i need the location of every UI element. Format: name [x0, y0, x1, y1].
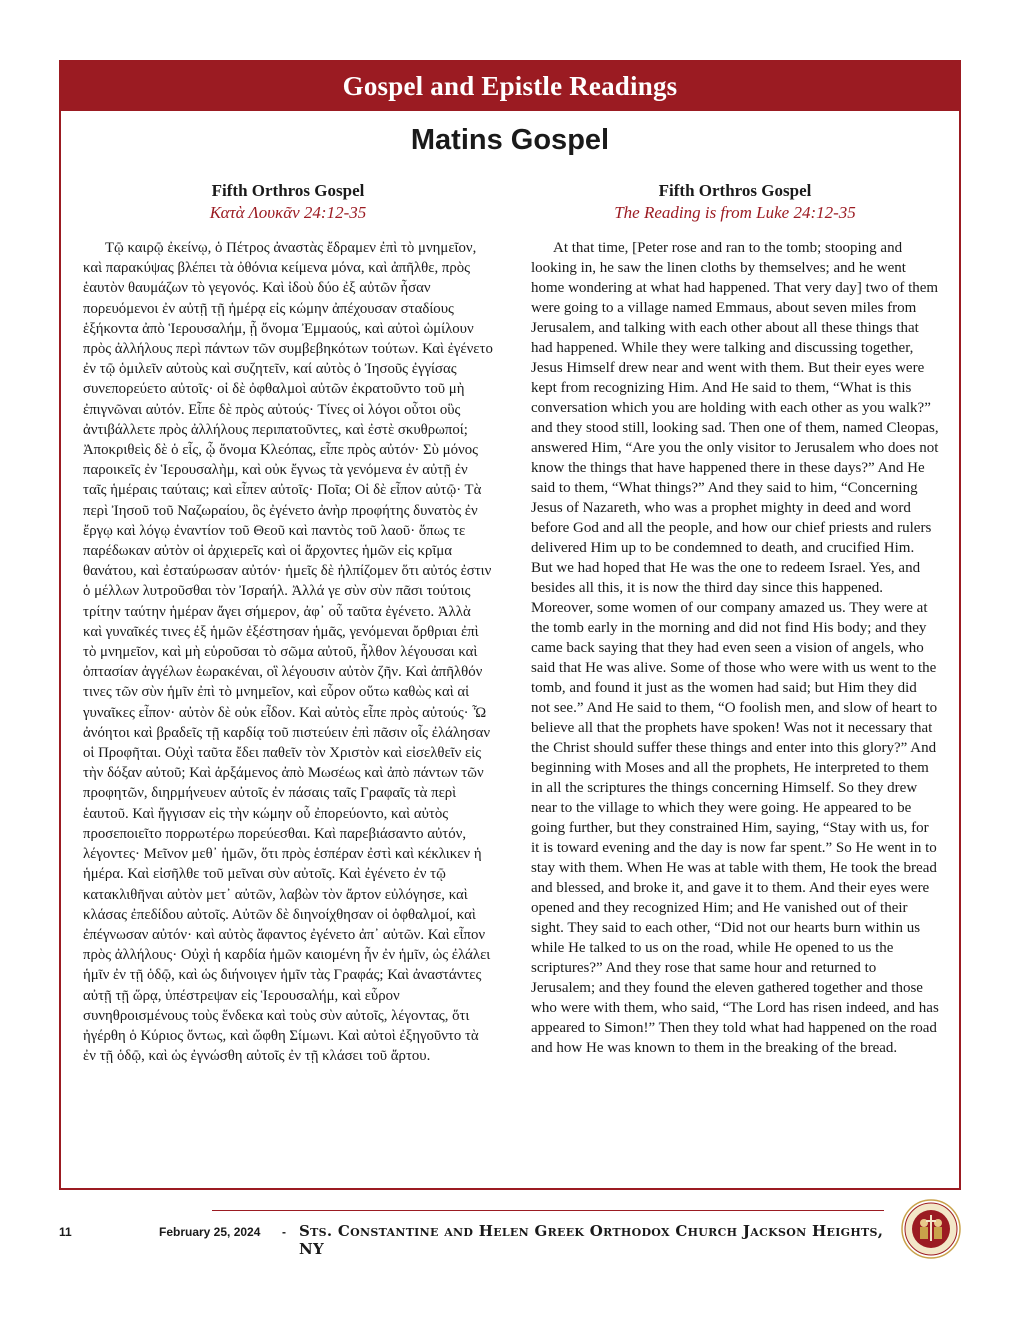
- english-column: [531, 180, 939, 1058]
- greek-column-heading: Fifth Orthros Gospel: [211, 181, 365, 200]
- banner-title: Gospel and Epistle Readings: [61, 62, 959, 111]
- footer-separator: -: [282, 1225, 286, 1239]
- english-column-reference: The Reading is from Luke 24:12-35: [614, 203, 856, 222]
- page-footer: [59, 1222, 889, 1258]
- readings-frame: [59, 60, 961, 1190]
- church-seal-icon: [901, 1199, 961, 1259]
- footer-divider: [212, 1210, 884, 1211]
- greek-column-reference: Κατὰ Λουκᾶν 24:12-35: [209, 203, 367, 222]
- footer-date: February 25, 2024: [159, 1225, 261, 1239]
- english-gospel-text: At that time, [Peter rose and ran to the tomb; stooping and looking in, he saw the linen cloths by themselves; and he went home wondering at what had happened. That very day] two of them were going to a village named Emmaus, about seven miles from Jerusalem, and talking with each other about all these things that had happened. While they were talking and discussing together, Jesus Himself drew near and went with them. But their eyes were kept from recognizing Him. And He said to them, “What is this conversation which you are holding with each other as you walk?” and they stood still, looking sad. Then one of them, named Cleopas, answered Him, “Are you the only visitor to Jerusalem who does not know the things that have happened there in these days?” And He said to them, “What things?” And they said to him, “Concerning Jesus of Nazareth, who was a prophet mighty in deed and word before God and all the people, and how our chief priests and rulers delivered Him up to be condemned to death, and crucified Him. But we had hoped that He was the one to redeem Israel. Yes, and besides all this, it is now the third day since this happened. Moreover, some women of our company amazed us. They were at the tomb early in the morning and did not find His body; and they came back saying that they had even seen a vision of angels, who said that He was alive. Some of those who were with us went to the tomb, and found it just as the women had said; but Him they did not see.” And He said to them, “O foolish men, and slow of heart to believe all that the prophets have spoken! Was not it necessary that the Christ should suffer these things and enter into this glory?” And beginning with Moses and all the prophets, He interpreted to them in all the scriptures the things concerning Himself. So they drew near to the village to which they were going. He appeared to be going further, but they constrained Him, saying, “Stay with us, for it is toward evening and the day is now far spent.” So He went in to stay with them. When He was at table with them, He took the bread and blessed, and broke it, and gave it to them. And their eyes were opened and they recognized Him; and He vanished out of their sight. They said to each other, “Did not our hearts burn within us while He talked to us on the road, while He opened to us the scriptures?” And they rose that same hour and returned to Jerusalem; and they found the eleven gathered together and those who were with them, who said, “The Lord has risen indeed, and has appeared to Simon!” Then they told what had happened on the road and how He was known to them in the breaking of the bread.: [531, 240, 939, 1056]
- page-title: Matins Gospel: [410, 124, 610, 156]
- footer-church-name: Sts. Constantine and Helen Greek Orthodox Church Jackson Heights, NY: [299, 1222, 884, 1258]
- greek-gospel-text: Τῷ καιρῷ ἐκείνῳ, ὁ Πέτρος ἀναστὰς ἔδραμεν ἐπὶ τὸ μνημεῖον, καὶ παρακύψας βλέπει τὰ ὀθόνια κείμενα μόνα, καὶ ἀπῆλθε, πρὸς ἑαυτὸν θαυμάζων τὸ γεγονός. Καὶ ἰδοὺ δύο ἐξ αὐτῶν ἦσαν πορευόμενοι ἐν αὐτῇ τῇ ἡμέρᾳ εἰς κώμην ἀπέχουσαν σταδίους ἑξήκοντα ἀπὸ Ἱερουσαλήμ, ᾗ ὄνομα Ἐμμαούς, καὶ αὐτοὶ ὡμίλουν πρὸς ἀλλήλους περὶ πάντων τῶν συμβεβηκότων τούτων. Καὶ ἐγένετο ἐν τῷ ὁμιλεῖν αὐτοὺς καὶ συζητεῖν, καί αὐτὸς ὁ Ἰησοῦς ἐγγίσας συνεπορεύετο αὐτοῖς· οἱ δὲ ὀφθαλμοὶ αὐτῶν ἐκρατοῦντο τοῦ μὴ ἐπιγνῶναι αὐτόν. Εἶπε δὲ πρὸς αὐτούς· Τίνες οἱ λόγοι οὗτοι οὓς ἀντιβάλλετε πρὸς ἀλλήλους περιπατοῦντες, καὶ ἐστὲ σκυθρωποί; Ἀποκριθεὶς δὲ ὁ εἷς, ᾧ ὄνομα Κλεόπας, εἶπε πρὸς αὐτόν· Σὺ μόνος παροικεῖς ἐν Ἱερουσαλὴμ, καὶ οὐκ ἔγνως τὰ γενόμενα ἐν αὐτῇ ἐν ταῖς ἡμέραις ταύταις; καὶ εἶπεν αὐτοῖς· Ποῖα; Οἱ δὲ εἶπον αὐτῷ· Τὰ περὶ Ἰησοῦ τοῦ Ναζωραίου, ὃς ἐγένετο ἀνὴρ προφήτης δυνατὸς ἐν ἔργῳ καὶ λόγῳ ἐναντίον τοῦ Θεοῦ καὶ παντὸς τοῦ λαοῦ· ὅπως τε παρέδωκαν αὐτὸν οἱ ἀρχιερεῖς καὶ οἱ ἄρχοντες ἡμῶν εἰς κρῖμα θανάτου, καὶ ἐσταύρωσαν αὐτόν· ἡμεῖς δὲ ἠλπίζομεν ὅτι αὐτός ἐστιν ὁ μέλλων λυτροῦσθαι τὸν Ἰσραήλ. Ἀλλά γε σὺν σὺν πᾶσι τούτοις τρίτην ταύτην ἡμέραν ἄγει σήμερον, ἀφ᾽ οὗ ταῦτα ἐγένετο. Ἀλλὰ καὶ γυναῖκές τινες ἐξ ἡμῶν ἐξέστησαν ἡμᾶς, γενόμεναι ὄρθριαι ἐπὶ τὸ μνημεῖον, καὶ μὴ εὑροῦσαι τὸ σῶμα αὐτοῦ, ἦλθον λέγουσαι καὶ ὀπτασίαν ἀγγέλων ἑωρακέναι, οἳ λέγουσιν αὐτὸν ζῆν. Καὶ ἀπῆλθόν τινες τῶν σὺν ἡμῖν ἐπὶ τὸ μνημεῖον, καὶ εὗρον οὕτω καθὼς καὶ αἱ γυναῖκες εἶπον· αὐτὸν δὲ οὐκ εἶδον. Καὶ αὐτὸς εἶπε πρὸς αὐτούς· Ὦ ἀνόητοι καὶ βραδεῖς τῇ καρδίᾳ τοῦ πιστεύειν ἐπὶ πᾶσιν οἷς ἐλάλησαν οἱ Προφῆται. Οὐχὶ ταῦτα ἔδει παθεῖν τὸν Χριστὸν καὶ εἰσελθεῖν εἰς τὴν δόξαν αὐτοῦ; Καὶ ἀρξάμενος ἀπὸ Μωσέως καὶ ἀπὸ πάντων τῶν προφητῶν, διηρμήνευεν αὐτοῖς ἐν πάσαις ταῖς Γραφαῖς τὰ περὶ ἑαυτοῦ. Καὶ ἤγγισαν εἰς τὴν κώμην οὗ ἐπορεύοντο, καὶ αὐτὸς προσεποιεῖτο πορρωτέρω πορεύεσθαι. Καὶ παρεβιάσαντο αὐτόν, λέγοντες· Μεῖνον μεθ᾽ ἡμῶν, ὅτι πρὸς ἑσπέραν ἐστὶ καὶ κέκλικεν ἡ ἡμέρα. Καὶ εἰσῆλθε τοῦ μεῖναι σὺν αὐτοῖς. Καὶ ἐγένετο ἐν τῷ κατακλιθῆναι αὐτὸν μετ᾽ αὐτῶν, λαβὼν τὸν ἄρτον εὐλόγησε, καὶ κλάσας ἐπεδίδου αὐτοῖς. Αὐτῶν δὲ διηνοίχθησαν οἱ ὀφθαλμοί, καὶ ἐπέγνωσαν αὐτόν· καὶ αὐτὸς ἄφαντος ἐγένετο ἀπ᾽ αὐτῶν. Καὶ εἶπον πρὸς ἀλλήλους· Οὐχὶ ἡ καρδία ἡμῶν καιομένη ἦν ἐν ἡμῖν, ὡς ἐλάλει ἡμῖν ἐν τῇ ὁδῷ, καὶ ὡς διήνοιγεν ἡμῖν τὰς Γραφάς; Καὶ ἀναστάντες αὐτῇ τῇ ὥρᾳ, ὑπέστρεψαν εἰς Ἱερουσαλήμ, καὶ εὗρον συνηθροισμένους τοὺς ἕνδεκα καὶ τοὺς σὺν αὐτοῖς, λέγοντας, ὅτι ἠγέρθη ὁ Κύριος ὄντως, καὶ ὤφθη Σίμωνι. Καὶ αὐτοὶ ἐξηγοῦντο τὰ ἐν τῇ ὁδῷ, καὶ ὡς ἐγνώσθη αὐτοῖς ἐν τῇ κλάσει τοῦ ἄρτου.: [83, 240, 493, 1065]
- page-number: 11: [59, 1225, 72, 1239]
- greek-column: [83, 180, 493, 1066]
- english-column-heading: Fifth Orthros Gospel: [658, 181, 812, 200]
